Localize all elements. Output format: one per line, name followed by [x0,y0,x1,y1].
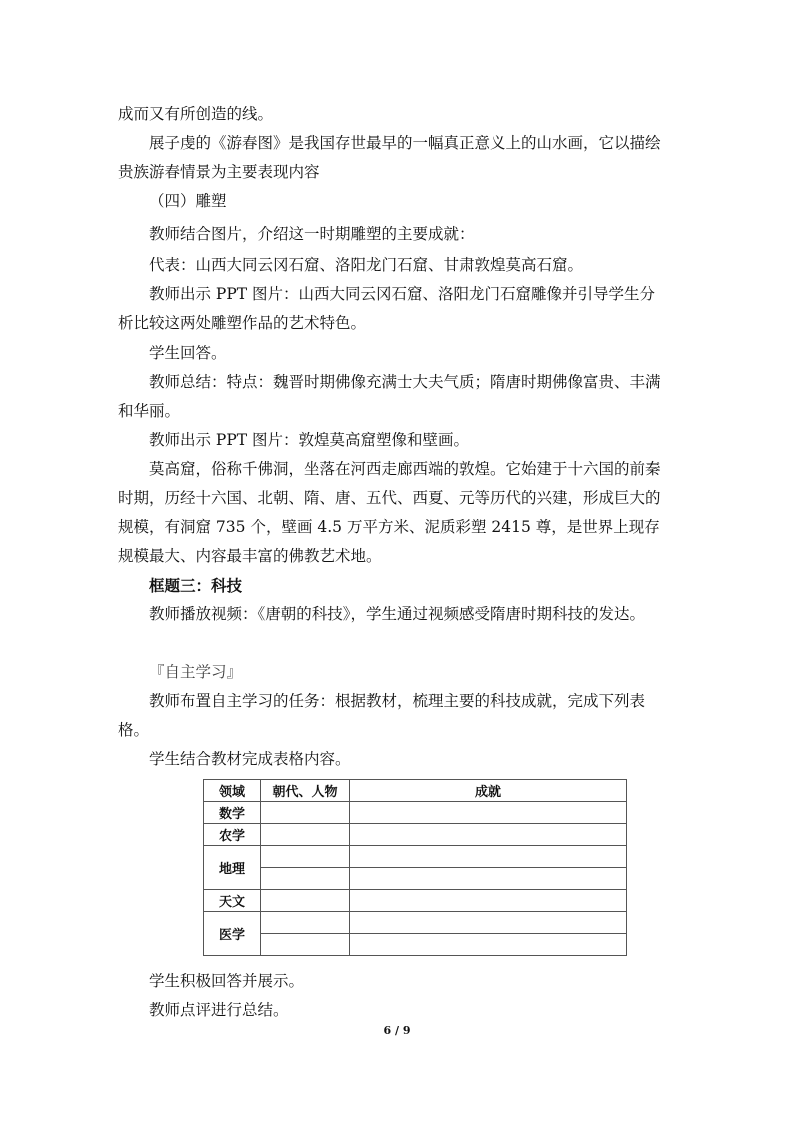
paragraph-mogao-description: 莫高窟，俗称千佛洞，坐落在河西走廊西端的敦煌。它始建于十六国的前秦时期，历经十六国、北朝、隋、唐、五代、西夏、元等历代的兴建，形成巨大的规模，有洞窟 735 个，壁画 4.5 万平方米、泥质彩塑 2415 尊，是世界上现存规模最大、内容最丰富的佛教艺术地。 [118,460,661,565]
table-cell-empty[interactable] [350,912,627,934]
tech-achievements-table [203,779,627,956]
paragraph-teacher-summary: 教师总结：特点：魏晋时期佛像充满士大夫气质；隋唐时期佛像富贵、丰满和华丽。 [118,373,661,420]
table-header-row [204,780,627,802]
paragraph-teacher-comment: 教师点评进行总结。 [149,1001,289,1019]
table-cell-field: 数学 [204,802,261,824]
table-cell-empty[interactable] [261,912,350,934]
paragraph-representatives: 代表：山西大同云冈石窟、洛阳龙门石窟、甘肃敦煌莫高石窟。 [149,256,584,274]
table-cell-field: 天文 [204,890,261,912]
table-row [204,890,627,912]
section-label-self-study: 『自主学习』 [149,663,243,681]
paragraph-ppt-mogao: 教师出示 PPT 图片：敦煌莫高窟塑像和壁画。 [149,431,470,449]
table-row [204,912,627,934]
paragraph-video: 教师播放视频：《唐朝的科技》，学生通过视频感受隋唐时期科技的发达。 [149,605,646,623]
table-row [204,868,627,890]
page-number: 6 / 9 [383,1024,411,1037]
table-cell-empty[interactable] [350,846,627,868]
table-cell-empty[interactable] [261,802,350,824]
table-row [204,846,627,868]
paragraph-teacher-intro-sculpture: 教师结合图片，介绍这一时期雕塑的主要成就： [149,225,475,243]
table-cell-empty[interactable] [350,934,627,956]
table-header-achievement: 成就 [350,780,627,802]
paragraph-line-continuation: 成而又有所创造的线。 [118,105,274,123]
table-row [204,824,627,846]
paragraph-student-answer: 学生回答。 [149,344,227,362]
table-cell-empty[interactable] [350,824,627,846]
table-cell-empty[interactable] [350,890,627,912]
table-row [204,934,627,956]
section-heading-sculpture: （四）雕塑 [149,192,227,210]
table-header-dynasty-person: 朝代、人物 [261,780,350,802]
table-header-field: 领域 [204,780,261,802]
table-cell-empty[interactable] [261,868,350,890]
table-cell-empty[interactable] [350,868,627,890]
table-cell-field: 地理 [204,846,261,890]
paragraph-students-present: 学生积极回答并展示。 [149,972,305,990]
table-cell-empty[interactable] [261,934,350,956]
paragraph-youchuntu: 展子虔的《游春图》是我国存世最早的一幅真正意义上的山水画，它以描绘贵族游春情景为主要表现内容 [118,134,661,181]
table-cell-empty[interactable] [261,846,350,868]
table-cell-field: 医学 [204,912,261,956]
table-cell-empty[interactable] [261,824,350,846]
paragraph-complete-table: 学生结合教材完成表格内容。 [149,750,351,768]
paragraph-ppt-grottoes: 教师出示 PPT 图片：山西大同云冈石窟、洛阳龙门石窟雕像并引导学生分析比较这两处雕塑作品的艺术特色。 [118,285,656,332]
table-row [204,802,627,824]
table-cell-field: 农学 [204,824,261,846]
paragraph-self-study-task: 教师布置自主学习的任务：根据教材，梳理主要的科技成就，完成下列表格。 [118,692,646,739]
section-heading-technology: 框题三：科技 [149,576,243,595]
table-cell-empty[interactable] [350,802,627,824]
table-cell-empty[interactable] [261,890,350,912]
